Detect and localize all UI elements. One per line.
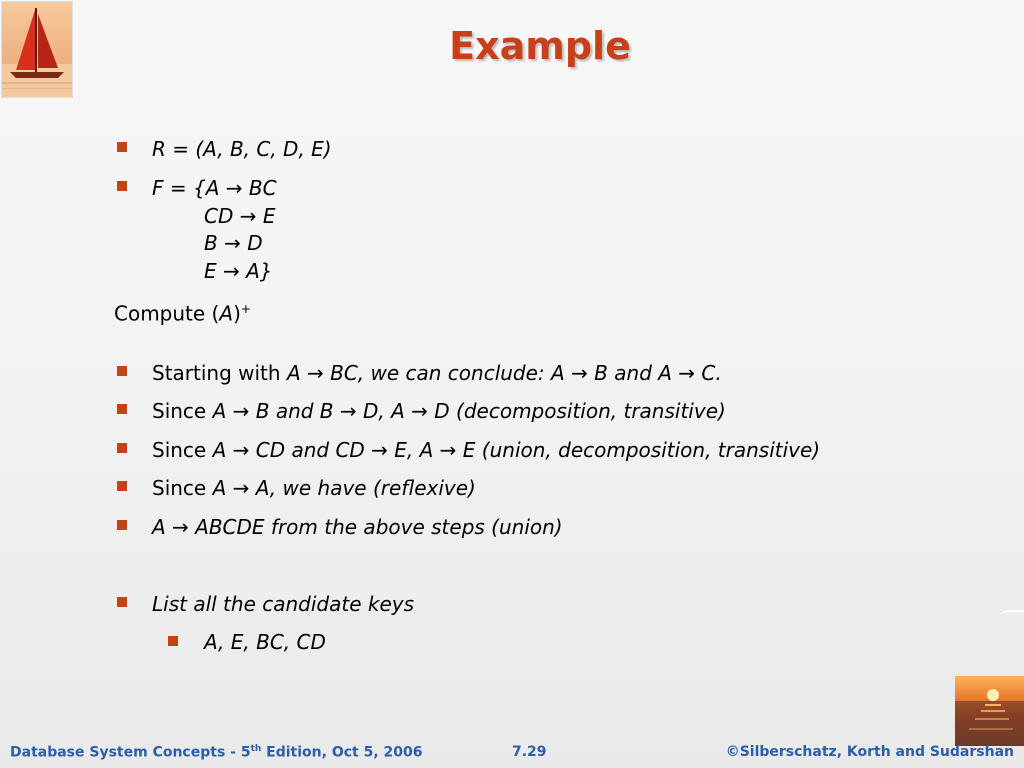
step-item (152, 514, 563, 540)
step-item (152, 475, 476, 501)
step-text: A → CD and CD → E, A → E (union, decomposition, transitive) (212, 438, 821, 462)
bullet-marker (117, 481, 127, 491)
bullet-marker (117, 597, 127, 607)
bullet-marker (117, 443, 127, 453)
step-prefix: Since (152, 438, 213, 462)
candidate-keys-label: List all the candidate keys (152, 592, 415, 616)
bullet-marker (117, 520, 127, 530)
footer-right: ©Silberschatz, Korth and Sudarshan (725, 744, 1014, 760)
slide-title: Example (449, 24, 631, 68)
compute-text (114, 296, 251, 327)
step-text: A → A, we have (reflexive) (212, 476, 476, 500)
compute-suffix: ) (233, 301, 241, 326)
footer-left-sup: th (250, 744, 262, 754)
step-prefix: Since (152, 399, 213, 423)
fd-line: B → D (204, 231, 263, 255)
wave-decoration (1000, 610, 1024, 620)
footer-page-number: 7.29 (512, 744, 547, 760)
step-text: A → BC, we can conclude: A → B and A → C. (286, 361, 722, 385)
compute-sup: + (240, 302, 251, 316)
footer-left-suffix: Edition, Oct 5, 2006 (261, 744, 423, 761)
step-item (152, 360, 722, 386)
sub-bullet-marker (168, 636, 178, 646)
footer-left (10, 744, 423, 761)
footer-left-prefix: Database System Concepts - 5 (10, 744, 251, 761)
compute-prefix: Compute ( (114, 301, 220, 326)
step-prefix: Starting with (152, 361, 287, 385)
compute-var: A (219, 301, 234, 326)
step-prefix: Since (152, 476, 213, 500)
step-text: A → ABCDE from the above steps (union) (152, 515, 563, 539)
candidate-keys-value: A, E, BC, CD (204, 630, 326, 654)
fd-line: E → A} (204, 259, 273, 283)
relation-text: R = (A, B, C, D, E) (152, 137, 332, 161)
step-text: A → B and B → D, A → D (decomposition, transitive) (212, 399, 726, 423)
bullet-marker (117, 142, 127, 152)
sunset-icon (955, 676, 1024, 746)
bullet-marker (117, 366, 127, 376)
step-item (152, 398, 726, 424)
fd-line: CD → E (204, 204, 276, 228)
bullet-marker (117, 181, 127, 191)
step-item (152, 437, 820, 463)
fd-first: F = {A → BC (152, 176, 277, 200)
bullet-marker (117, 404, 127, 414)
